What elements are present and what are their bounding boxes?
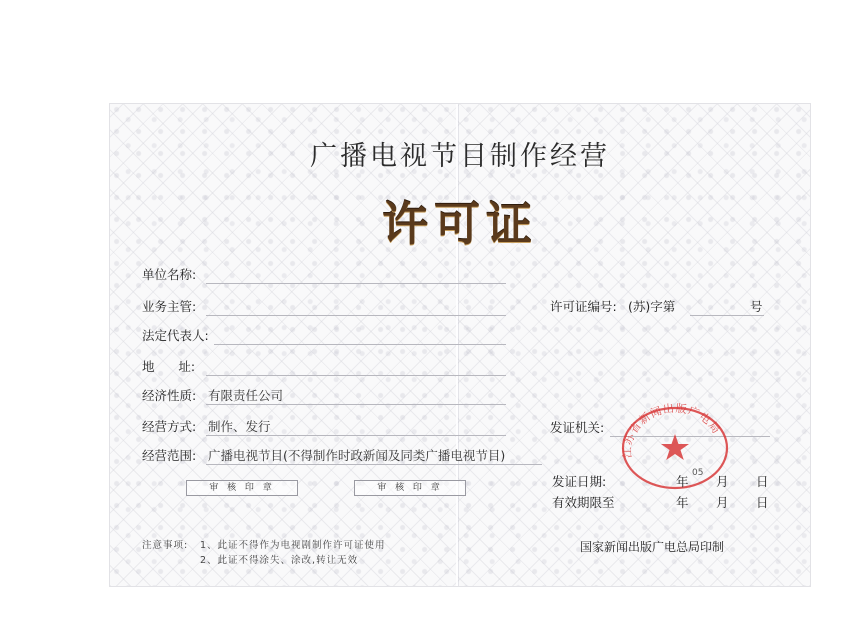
issue-date-label: 发证日期:: [552, 474, 607, 489]
license-no-prefix: (苏)字第: [628, 299, 676, 314]
biz-mode-line: [206, 435, 506, 436]
printer-footer: 国家新闻出版广电总局印制: [580, 540, 725, 554]
notes-item-1: 1、此证不得作为电视剧制作许可证使用: [200, 540, 386, 551]
econ-nature-value: 有限责任公司: [208, 388, 284, 403]
certificate-title: 广播电视节目制作经营: [310, 141, 610, 172]
review-stamp-box-1: 审 核 印 章: [186, 480, 298, 496]
license-certificate: [109, 103, 811, 587]
review-stamp-box-2: 审 核 印 章: [354, 480, 466, 496]
legal-rep-line: [214, 344, 506, 345]
valid-until-label: 有效期限至: [552, 495, 615, 510]
econ-nature-label: 经济性质:: [142, 388, 197, 403]
license-no-label: 许可证编号:: [550, 299, 617, 314]
issue-date-year: 年: [676, 474, 689, 489]
notes-label: 注意事项:: [142, 540, 189, 551]
license-no-suffix: 号: [750, 299, 763, 314]
valid-until-day: 日: [756, 495, 769, 510]
address-label: 地 址:: [142, 359, 196, 374]
econ-nature-line: [206, 404, 506, 405]
biz-scope-line: [206, 464, 542, 465]
supervisor-label: 业务主管:: [142, 299, 197, 314]
issuer-label: 发证机关:: [550, 420, 605, 435]
valid-until-year: 年: [676, 495, 689, 510]
unit-name-line: [206, 283, 506, 284]
certificate-subtitle: 许可证: [382, 197, 538, 251]
biz-scope-value: 广播电视节目(不得制作时政新闻及同类广播电视节目): [208, 448, 506, 463]
seal-text: 江苏省新闻出版广电局: [620, 402, 724, 459]
issue-date-day: 日: [756, 474, 769, 489]
official-red-seal: [617, 402, 731, 490]
notes-item-2: 2、此证不得涂失、涂改,转让无效: [200, 555, 359, 566]
supervisor-line: [206, 315, 506, 316]
unit-name-label: 单位名称:: [142, 267, 197, 282]
legal-rep-label: 法定代表人:: [142, 328, 209, 343]
fold-line: [456, 104, 458, 586]
issue-date-month: 月: [716, 474, 729, 489]
address-line: [206, 375, 506, 376]
biz-scope-label: 经营范围:: [142, 448, 197, 463]
biz-mode-value: 制作、发行: [208, 419, 271, 434]
license-no-line: [690, 315, 764, 316]
issue-date-month-num: 05: [692, 468, 704, 478]
valid-until-month: 月: [716, 495, 729, 510]
biz-mode-label: 经营方式:: [142, 419, 197, 434]
